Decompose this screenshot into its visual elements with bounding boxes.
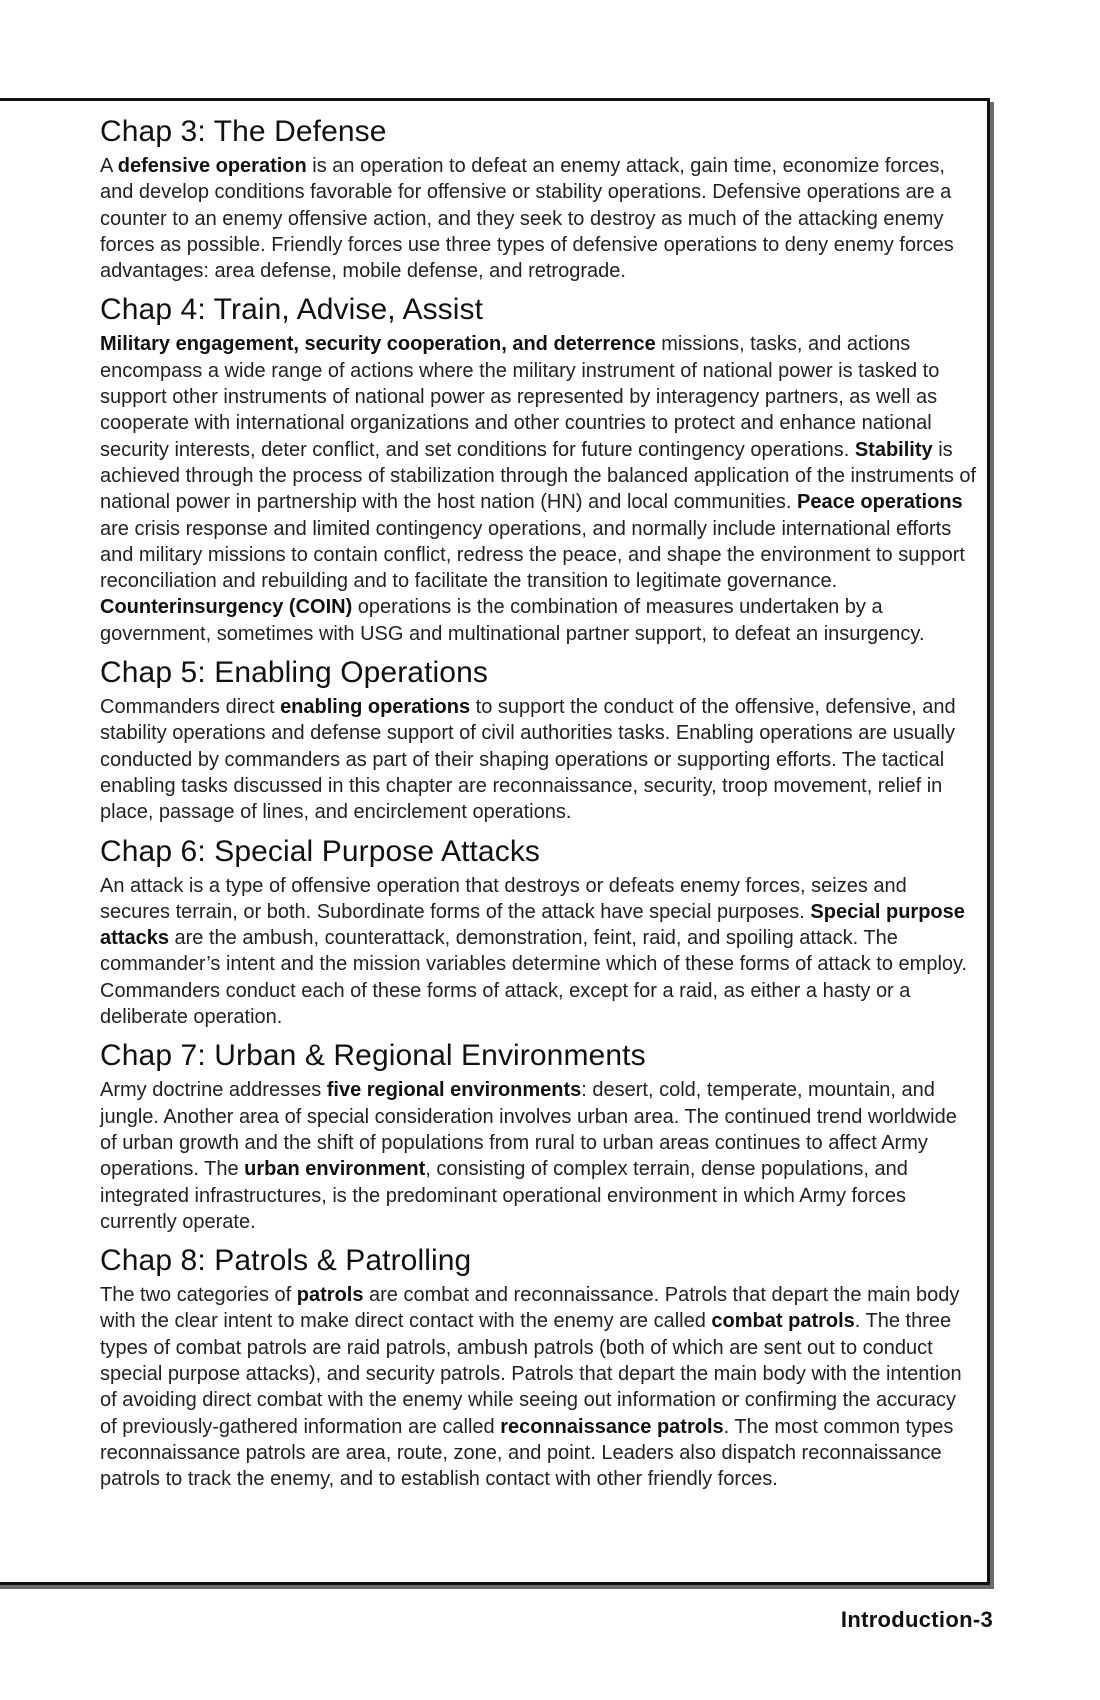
- section-heading: Chap 6: Special Purpose Attacks: [100, 834, 541, 868]
- body-text: Commanders direct: [100, 696, 281, 719]
- body-bold-term: urban environment: [244, 1158, 426, 1181]
- section-chap-5: [100, 655, 978, 825]
- body-bold-term: reconnaissance patrols: [500, 1415, 724, 1438]
- section-chap-7: [100, 1038, 978, 1235]
- section-body: [100, 1282, 978, 1492]
- page-number-label: Introduction-3: [840, 1607, 993, 1632]
- body-text: operations is the combination of measures undertaken by a government, sometimes with USG and multinational partner support, to defeat an insurgency.: [100, 596, 925, 645]
- section-body: [100, 694, 978, 825]
- chapter-summaries: [100, 114, 978, 1500]
- body-bold-term: Counterinsurgency (COIN): [100, 596, 353, 619]
- body-text: are the ambush, counterattack, demonstration, feint, raid, and spoiling attack. The commander’s intent and the mission variables determine which of these forms of attack to employ. Commanders conduct each of these forms of attack, except for a raid, as either a hasty or a deliberate operation.: [100, 927, 968, 1029]
- body-bold-term: Stability: [854, 438, 933, 461]
- body-text: A: [100, 155, 118, 177]
- section-heading: Chap 4: Train, Advise, Assist: [100, 293, 484, 327]
- body-bold-term: enabling operations: [280, 696, 471, 719]
- body-bold-term: Peace operations: [797, 491, 963, 514]
- body-text: to support the conduct of the offensive, defensive, and stability operations and defense support of civil authorities tasks. Enabling operations are usually conducted by commanders as part of their shaping operations or supporting efforts. The tactical enabling tasks discussed in this chapter are reconnaissance, security, troop movement, relief in place, passage of lines, and encirclement operations.: [100, 696, 956, 824]
- body-text: is an operation to defeat an enemy attack, gain time, economize forces, and develop conditions favorable for offensive or stability operations. Defensive operations are a counter to an enemy offensive action, and they seek to destroy as much of the attacking enemy forces as possible. Friendly forces use three types of defensive operations to deny enemy forces advantages: area defense, mobile defense, and retrograde.: [100, 155, 954, 283]
- body-bold-term: patrols: [296, 1284, 364, 1307]
- body-bold-term: Military engagement, security cooperation, and deterrence: [100, 333, 656, 356]
- section-body: [100, 873, 978, 1031]
- body-bold-term: five regional environments: [326, 1079, 582, 1102]
- section-body: [100, 153, 978, 284]
- body-bold-term: Special purpose attacks: [100, 900, 965, 950]
- body-text: missions, tasks, and actions encompass a wide range of actions where the military instrument of national power is tasked to support other instruments of national power as represented by interagency partners, as well as cooperate with international organizations and other countries to protect and enhance national security interests, deter conflict, and set conditions for future contingency operations.: [100, 333, 940, 461]
- section-chap-4: [100, 292, 978, 647]
- body-text: are combat and reconnaissance. Patrols that depart the main body with the clear intent to make direct contact with the enemy are called: [100, 1284, 960, 1333]
- body-text: are crisis response and limited contingency operations, and normally include international efforts and military missions to contain conflict, redress the peace, and shape the environment to support reconciliation and rebuilding and to facilitate the transition to legitimate governance.: [100, 517, 965, 593]
- section-heading: Chap 8: Patrols & Patrolling: [100, 1244, 472, 1278]
- body-text: . The three types of combat patrols are raid patrols, ambush patrols (both of which are sent out to conduct special purpose attacks), and security patrols. Patrols that depart the main body with the intention of avoiding direct combat with the enemy while seeing out information or confirming the accuracy of previously-gathered information are called: [100, 1310, 962, 1438]
- section-chap-8: [100, 1243, 978, 1492]
- body-text: An attack is a type of offensive operation that destroys or defeats enemy forces, seizes and secures terrain, or both. Subordinate forms of the attack have special purposes.: [100, 874, 907, 923]
- body-bold-term: defensive operation: [117, 155, 307, 177]
- section-heading: Chap 3: The Defense: [100, 115, 387, 148]
- body-text: . The most common types reconnaissance patrols are area, route, zone, and point. Leaders also dispatch reconnaissance patrols to track the enemy, and to establish contact with other friendly forces.: [100, 1415, 954, 1491]
- body-text: : desert, cold, temperate, mountain, and jungle. Another area of special consideration involves urban area. The continued trend worldwide of urban growth and the shift of populations from rural to urban areas continues to affect Army operations. The: [100, 1079, 957, 1181]
- body-text: Army doctrine addresses: [100, 1079, 327, 1102]
- section-chap-6: [100, 834, 978, 1031]
- section-heading: Chap 7: Urban & Regional Environments: [100, 1039, 646, 1073]
- section-body: [100, 331, 978, 647]
- section-body: [100, 1077, 978, 1235]
- body-text: is achieved through the process of stabilization through the balanced application of the instruments of national power in partnership with the host nation (HN) and local communities.: [100, 438, 977, 514]
- body-bold-term: combat patrols: [711, 1310, 855, 1333]
- body-text: , consisting of complex terrain, dense populations, and integrated infrastructures, is the predominant operational environment in which Army forces currently operate.: [100, 1158, 908, 1233]
- section-chap-3: [100, 114, 978, 284]
- section-heading: Chap 5: Enabling Operations: [100, 656, 488, 690]
- body-text: The two categories of: [100, 1284, 297, 1307]
